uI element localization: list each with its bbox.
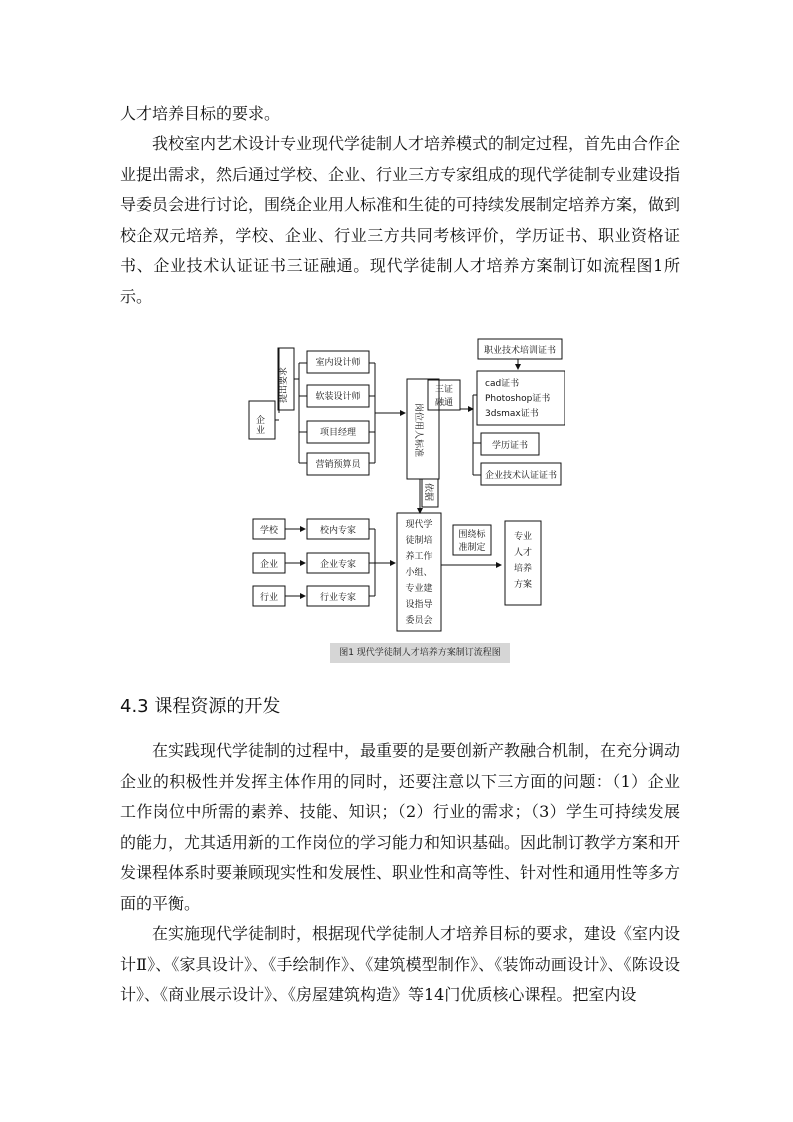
committee-line-2: 徒制培 — [405, 536, 433, 546]
enterprise-label-1: 企 — [256, 416, 266, 426]
paragraph-process: 我校室内艺术设计专业现代学徒制人才培养模式的制定过程，首先由合作企业提出需求，然后通过学校、企业、行业三方专家组成的现代学徒制专业建设指导委员会进行讨论，围绕企业用人标准和生徒的可持续发展制定培养方案，做到校企双元培养，学校、企业、行业三方共同考核评价，学历证书、职业资格证书、企业技术认证证书三证融通。现代学徒制人才培养方案制订如流程图1所示。 — [120, 134, 681, 306]
around-std-line-1: 围绕标 — [458, 530, 486, 540]
plan-line-2: 人才 — [513, 548, 533, 558]
party-label-industry: 行业 — [259, 593, 279, 603]
committee-line-6: 设指导 — [405, 600, 433, 610]
expert-label-enterprise: 企业专家 — [319, 560, 357, 570]
flowchart-svg — [245, 333, 565, 663]
section-heading: 4.3 课程资源的开发 — [120, 696, 281, 717]
job-label-4: 营销预算员 — [315, 460, 361, 470]
committee-line-3: 养工作 — [405, 552, 433, 562]
job-training-cert-label: 职业技术培训证书 — [483, 346, 557, 356]
committee-line-4: 小组、 — [405, 568, 433, 578]
enterprise-cert-label: 企业技术认证证书 — [484, 471, 558, 481]
three-cert-label-2: 融通 — [434, 398, 454, 408]
cert-label-cad: cad证书 — [485, 379, 520, 389]
around-std-line-2: 准制定 — [458, 543, 486, 553]
three-cert-label: 三证 — [434, 385, 454, 395]
party-label-school: 学校 — [259, 526, 279, 536]
job-label-3: 项目经理 — [319, 428, 357, 438]
flowchart-figure — [245, 333, 565, 663]
degree-cert-label: 学历证书 — [491, 441, 529, 451]
paragraph-courses: 在实施现代学徒制时，根据现代学徒制人才培养目标的要求，建设《室内设计Ⅱ》、《家具设计》、《手绘制作》、《建筑模型制作》、《装饰动画设计》、《陈设设计》、《商业展示设计》、《房屋建筑构造》等14门优质核心课程。把室内设 — [120, 924, 681, 1004]
committee-line-5: 专业建 — [405, 584, 433, 594]
plan-line-4: 方案 — [513, 580, 533, 590]
committee-line-7: 委员会 — [405, 616, 433, 626]
figure-caption: 图1 现代学徒制人才培养方案制订流程图 — [330, 643, 510, 663]
standard-label: 岗位用人标准 — [413, 403, 423, 458]
committee-line-1: 现代学 — [405, 520, 433, 530]
job-label-1: 室内设计师 — [315, 358, 361, 368]
expert-label-school: 校内专家 — [319, 526, 357, 536]
expert-label-industry: 行业专家 — [319, 593, 357, 603]
party-label-enterprise: 企业 — [259, 560, 279, 570]
cert-label-ps: Photoshop证书 — [485, 394, 551, 404]
plan-line-3: 培养 — [513, 564, 533, 574]
job-label-2: 软装设计师 — [315, 392, 361, 402]
plan-line-1: 专业 — [513, 532, 533, 542]
paragraph-intro-end: 人才培养目标的要求。 — [120, 104, 281, 123]
paragraph-course-dev: 在实践现代学徒制的过程中，最重要的是要创新产教融合机制，在充分调动企业的积极性并发挥主体作用的同时，还要注意以下三方面的问题：（1）企业工作岗位中所需的素养、技能、知识；（2）行业的需求；（3）学生可持续发展的能力，尤其适用新的工作岗位的学习能力和知识基础。因此制订教学方案和开发课程体系时要兼顾现实性和发展性、职业性和高等性、针对性和通用性等多方面的平衡。 — [120, 741, 681, 913]
cert-label-3ds: 3dsmax证书 — [485, 409, 539, 419]
raise-req-label: 提出要求 — [279, 366, 289, 403]
enterprise-label-2: 业 — [256, 426, 266, 436]
basis-label: 依据 — [423, 483, 433, 502]
